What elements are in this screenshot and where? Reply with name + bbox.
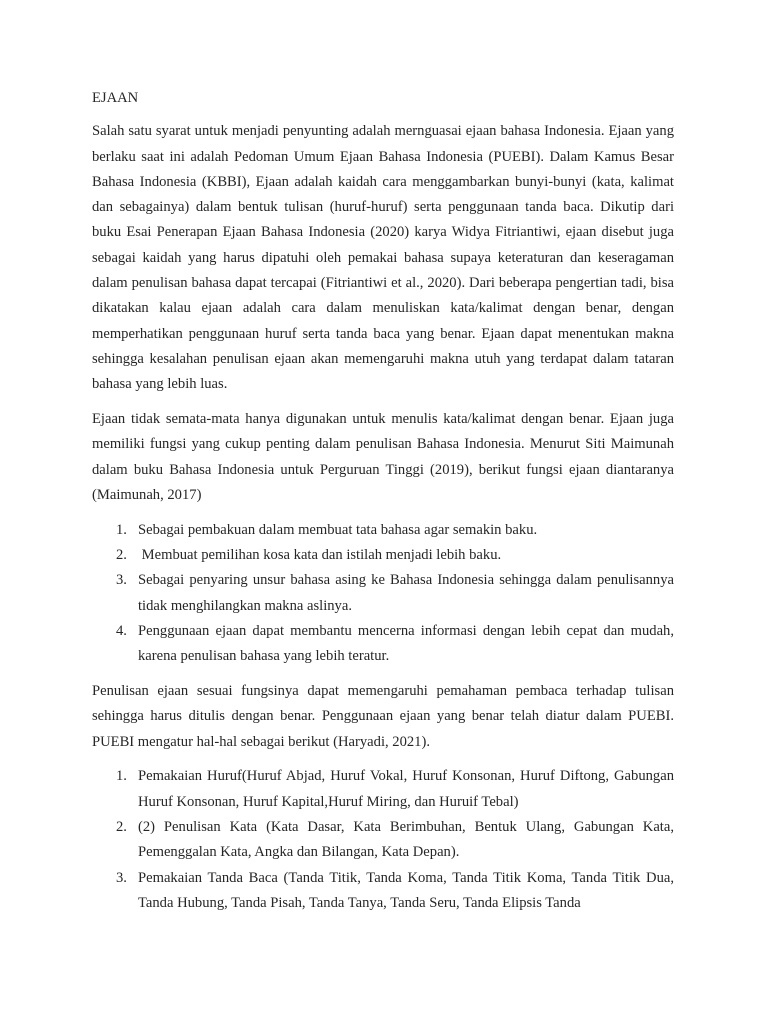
list-item-number: 3. (116, 869, 127, 886)
list-item (92, 764, 674, 815)
list-item-text: Sebagai penyaring unsur bahasa asing ke Bahasa Indonesia sehingga dalam penulisannya tidak menghilangkan makna aslinya. (138, 572, 674, 614)
list-item-number: 1. (116, 521, 127, 538)
list-item (92, 568, 674, 619)
puebi-rules-list (92, 764, 674, 916)
list-item-number: 2. (116, 819, 127, 836)
list-item-number: 2. (116, 547, 127, 564)
list-item-text: Membuat pemilihan kosa kata dan istilah menjadi lebih baku. (138, 547, 502, 564)
document-page (92, 86, 674, 926)
list-item-number: 4. (116, 622, 127, 639)
list-item (92, 543, 674, 568)
list-item-text: Pemakaian Tanda Baca (Tanda Titik, Tanda Koma, Tanda Titik Koma, Tanda Titik Dua, Tanda Hubung, Tanda Pisah, Tanda Tanya, Tanda Seru, Tanda Elipsis Tanda (138, 869, 674, 911)
list-item-text: Pemakaian Huruf(Huruf Abjad, Huruf Vokal, Huruf Konsonan, Huruf Diftong, Gabungan Huruf Konsonan, Huruf Kapital,Huruf Miring, dan Huruif Tebal) (138, 768, 674, 810)
list-item-number: 1. (116, 768, 127, 785)
list-item-text: Sebagai pembakuan dalam membuat tata bahasa agar semakin baku. (138, 521, 538, 538)
list-item (92, 866, 674, 917)
list-item (92, 518, 674, 543)
paragraph-puebi-intro: Penulisan ejaan sesuai fungsinya dapat memengaruhi pemahaman pembaca terhadap tulisan sehingga harus ditulis dengan benar. Penggunaan ejaan yang benar telah diatur dalam PUEBI. PUEBI mengatur hal-hal sebagai berikut (Haryadi, 2021). (92, 683, 674, 750)
ejaan-function-list (92, 518, 674, 670)
paragraph-ejaan-function-intro: Ejaan tidak semata-mata hanya digunakan untuk menulis kata/kalimat dengan benar. Ejaan juga memiliki fungsi yang cukup penting dalam penulisan Bahasa Indonesia. Menurut Siti Maimunah dalam buku Bahasa Indonesia untuk Perguruan Tinggi (2019), berikut fungsi ejaan diantaranya (Maimunah, 2017) (92, 411, 674, 503)
list-item (92, 815, 674, 866)
list-item (92, 619, 674, 670)
list-item-number: 3. (116, 572, 127, 589)
list-item-text: (2) Penulisan Kata (Kata Dasar, Kata Berimbuhan, Bentuk Ulang, Gabungan Kata, Pemenggalan Kata, Angka dan Bilangan, Kata Depan). (138, 819, 674, 861)
list-item-text: Penggunaan ejaan dapat membantu mencerna informasi dengan lebih cepat dan mudah, karena penulisan bahasa yang lebih teratur. (138, 622, 674, 665)
paragraph-ejaan-definition: Salah satu syarat untuk menjadi penyunting adalah mernguasai ejaan bahasa Indonesia. Ejaan yang berlaku saat ini adalah Pedoman Umum Ejaan Bahasa Indonesia (PUEBI). Dalam Kamus Besar Bahasa Indonesia (KBBI), Ejaan adalah kaidah cara menggambarkan bunyi-bunyi (kata, kalimat dan sebagainya) dalam bentuk tulisan (huruf-huruf) serta penggunaan tanda baca. Dikutip dari buku Esai Penerapan Ejaan Bahasa Indonesia (2020) karya Widya Fitriantiwi, ejaan disebut juga sebagai kaidah yang harus dipatuhi oleh pemakai bahasa supaya keteraturan dan keseragaman dalam penulisan bahasa dapat tercapai (Fitriantiwi et al., 2020). Dari beberapa pengertian tadi, bisa dikatakan kalau ejaan adalah cara dalam menuliskan kata/kalimat dengan benar, dengan memperhatikan penggunaan huruf serta tanda baca yang benar. Ejaan dapat menentukan makna sehingga kesalahan penulisan ejaan akan memengaruhi makna utuh yang terdapat dalam tataran bahasa yang lebih luas. (92, 123, 674, 393)
document-heading: EJAAN (92, 90, 139, 106)
